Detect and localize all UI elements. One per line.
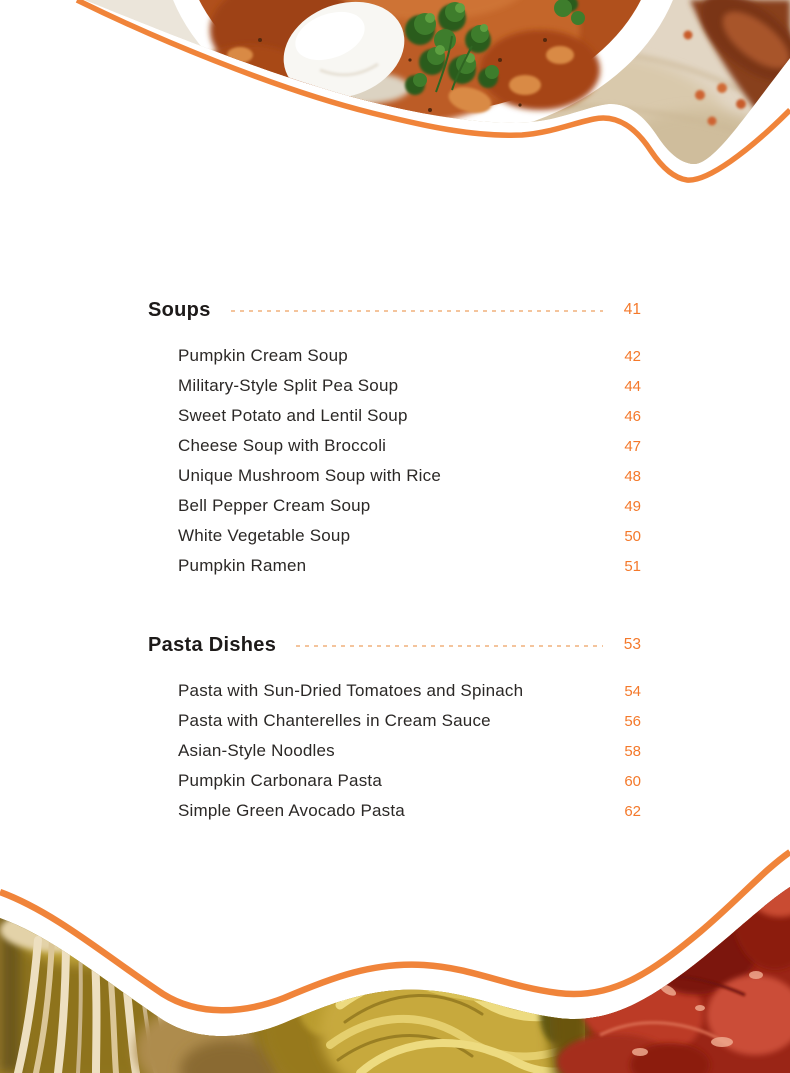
dashed-leader	[231, 310, 603, 312]
entry-title: Pasta with Sun-Dried Tomatoes and Spinach	[178, 681, 524, 700]
entry-page-number: 60	[624, 772, 641, 790]
entry-page-number: 49	[624, 497, 641, 515]
dashed-leader	[296, 645, 603, 647]
toc-entry[interactable]	[148, 371, 641, 401]
toc-entry[interactable]	[148, 766, 641, 796]
entry-page-number: 42	[624, 347, 641, 365]
entry-page-number: 62	[624, 802, 641, 820]
toc-entry[interactable]	[148, 796, 641, 826]
entry-page-number: 48	[624, 467, 641, 485]
entry-title: Sweet Potato and Lentil Soup	[178, 406, 408, 425]
entry-title: White Vegetable Soup	[178, 526, 351, 545]
entry-title: Military-Style Split Pea Soup	[178, 376, 399, 395]
entry-title: Pumpkin Carbonara Pasta	[178, 771, 382, 790]
section-header[interactable]	[148, 296, 641, 324]
toc-section-pasta-dishes	[148, 631, 641, 826]
entry-page-number: 56	[624, 712, 641, 730]
section-title: Soups	[148, 298, 211, 321]
entry-page-number: 54	[624, 682, 641, 700]
toc-entry[interactable]	[148, 551, 641, 581]
entry-title: Unique Mushroom Soup with Rice	[178, 466, 442, 485]
toc-entry[interactable]	[148, 706, 641, 736]
entry-title: Simple Green Avocado Pasta	[178, 801, 405, 820]
section-header[interactable]	[148, 631, 641, 659]
toc-entry[interactable]	[148, 431, 641, 461]
top-photo-soup	[0, 0, 790, 210]
entry-title: Pumpkin Cream Soup	[178, 346, 348, 365]
toc-entry[interactable]	[148, 491, 641, 521]
entry-title: Cheese Soup with Broccoli	[178, 436, 387, 455]
entry-page-number: 50	[624, 527, 641, 545]
toc-entry[interactable]	[148, 401, 641, 431]
toc-section-soups	[148, 296, 641, 581]
section-items	[148, 676, 641, 826]
entry-page-number: 51	[624, 557, 641, 575]
entry-page-number: 46	[624, 407, 641, 425]
entry-title: Asian-Style Noodles	[178, 741, 335, 760]
toc-entry[interactable]	[148, 676, 641, 706]
entry-title: Pumpkin Ramen	[178, 556, 307, 575]
entry-page-number: 44	[624, 377, 641, 395]
entry-page-number: 58	[624, 742, 641, 760]
entry-title: Bell Pepper Cream Soup	[178, 496, 371, 515]
toc-entry[interactable]	[148, 461, 641, 491]
toc-entry[interactable]	[148, 736, 641, 766]
section-page-number: 53	[623, 636, 641, 653]
entry-page-number: 47	[624, 437, 641, 455]
table-of-contents	[148, 296, 641, 826]
section-page-number: 41	[623, 301, 641, 318]
toc-entry[interactable]	[148, 341, 641, 371]
entry-title: Pasta with Chanterelles in Cream Sauce	[178, 711, 491, 730]
toc-entry[interactable]	[148, 521, 641, 551]
section-title: Pasta Dishes	[148, 633, 277, 656]
section-items	[148, 341, 641, 581]
